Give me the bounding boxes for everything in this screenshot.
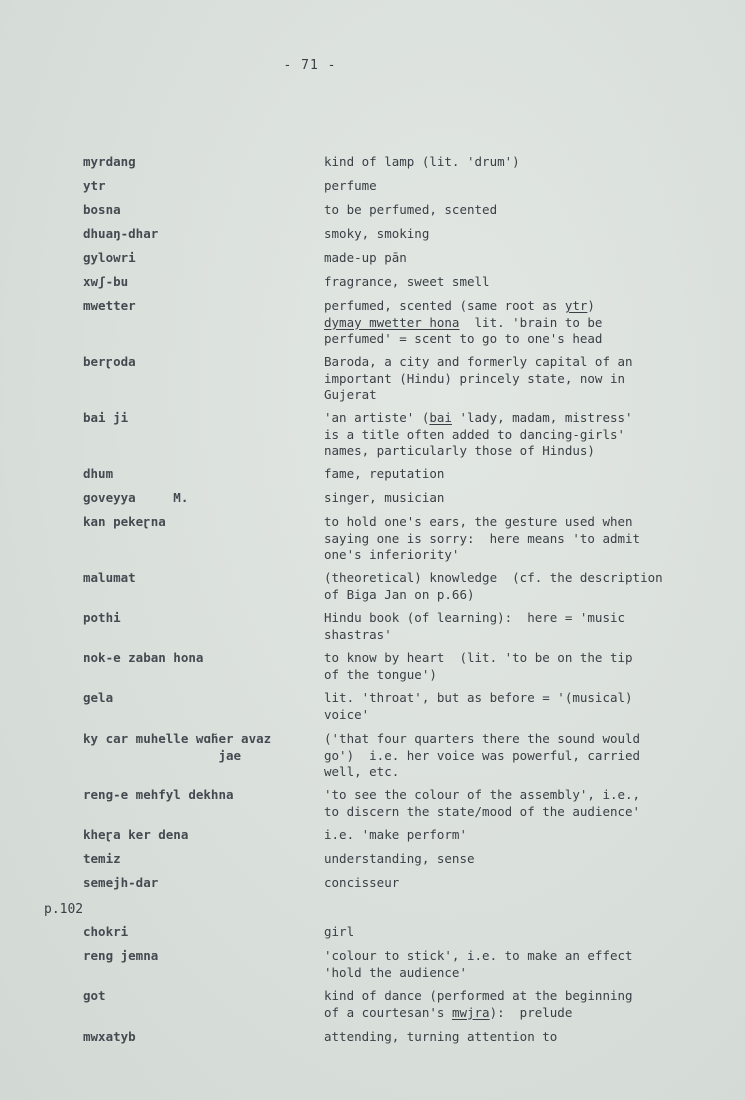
glossary-term: semejh-dar bbox=[83, 875, 159, 890]
glossary-term: malumat bbox=[83, 570, 136, 585]
glossary-term: dhuaŋ-dhar bbox=[83, 226, 159, 241]
glossary-definition: 'colour to stick', i.e. to make an effect 'hold the audience' bbox=[324, 948, 633, 980]
glossary-term: bai ji bbox=[83, 410, 129, 425]
glossary-definition: attending, turning attention to bbox=[324, 1029, 558, 1044]
glossary-definition: concisseur bbox=[324, 875, 400, 890]
glossary-term: pothi bbox=[83, 610, 121, 625]
glossary-definition: to be perfumed, scented bbox=[324, 202, 498, 217]
glossary-definition: girl bbox=[324, 924, 355, 939]
glossary-term: dhum bbox=[83, 466, 114, 481]
glossary-term: myrdang bbox=[83, 154, 136, 169]
glossary-term: kan pekeɽna bbox=[83, 514, 166, 529]
glossary-definition: fame, reputation bbox=[324, 466, 445, 481]
glossary-definition: ('that four quarters there the sound would go') i.e. her voice was powerful, carried well, etc. bbox=[324, 731, 641, 779]
glossary-definition: understanding, sense bbox=[324, 851, 475, 866]
glossary-term: nok-e zaban hona bbox=[83, 650, 204, 665]
glossary-term: goveyya M. bbox=[83, 490, 189, 505]
glossary-term: reng-e mehfyl dekhna bbox=[83, 787, 234, 802]
glossary-term: temiz bbox=[83, 851, 121, 866]
glossary-definition: smoky, smoking bbox=[324, 226, 430, 241]
glossary-definition: (theoretical) knowledge (cf. the description of Biga Jan on p.66) bbox=[324, 570, 663, 602]
glossary-definition: to know by heart (lit. 'to be on the tip of the tongue') bbox=[324, 650, 633, 682]
glossary-term: mwxatyb bbox=[83, 1029, 136, 1044]
section-marker: p.102 bbox=[44, 902, 84, 917]
glossary-definition: Hindu book (of learning): here = 'music shastras' bbox=[324, 610, 626, 642]
glossary-term: chokri bbox=[83, 924, 129, 939]
glossary-term: berɽoda bbox=[83, 354, 136, 369]
glossary-term: reng jemna bbox=[83, 948, 159, 963]
underlined-term: ytr bbox=[564, 298, 588, 313]
glossary-definition: singer, musician bbox=[324, 490, 445, 505]
underlined-term: bai bbox=[429, 410, 452, 425]
glossary-definition: made-up pān bbox=[324, 250, 407, 265]
glossary-term: ky car muhelle wɑ̃her avaz jae bbox=[83, 731, 272, 763]
glossary-term: gela bbox=[83, 690, 114, 705]
glossary-definition: kind of dance (performed at the beginning of a courtesan's mwjra): prelude bbox=[324, 988, 633, 1020]
glossary-definition: to hold one's ears, the gesture used when saying one is sorry: here means 'to admit one's inferiority' bbox=[324, 514, 641, 562]
glossary-definition: perfume bbox=[324, 178, 377, 193]
glossary-term: xwʃ-bu bbox=[83, 274, 129, 289]
glossary-definition: i.e. 'make perform' bbox=[324, 827, 467, 842]
glossary-definition: kind of lamp (lit. 'drum') bbox=[324, 154, 520, 169]
glossary-definition: 'to see the colour of the assembly', i.e., to discern the state/mood of the audience' bbox=[324, 787, 641, 819]
glossary-definition: 'an artiste' (bai 'lady, madam, mistress' is a title often added to dancing-girls' names, particularly those of Hindus) bbox=[324, 410, 633, 458]
glossary-term: kheɽa ker dena bbox=[83, 827, 189, 842]
glossary-definition: lit. 'throat', but as before = '(musical) voice' bbox=[324, 690, 633, 722]
glossary-term: bosna bbox=[83, 202, 121, 217]
glossary-term: mwetter bbox=[83, 298, 136, 313]
page-number: - 71 - bbox=[283, 58, 337, 73]
glossary-term: got bbox=[83, 988, 106, 1003]
underlined-term: dymay mwetter hona bbox=[324, 314, 460, 330]
glossary-definition: Baroda, a city and formerly capital of an important (Hindu) princely state, now in Gujerat bbox=[324, 354, 633, 402]
glossary-term: ytr bbox=[83, 178, 106, 193]
glossary-definition: perfumed, scented (same root as ytr) dymay mwetter hona lit. 'brain to be perfumed' = scent to go to one's head bbox=[324, 298, 603, 346]
glossary-term: gylowri bbox=[83, 250, 136, 265]
underlined-term: mwjra bbox=[451, 1004, 490, 1020]
glossary-definition: fragrance, sweet smell bbox=[324, 274, 490, 289]
